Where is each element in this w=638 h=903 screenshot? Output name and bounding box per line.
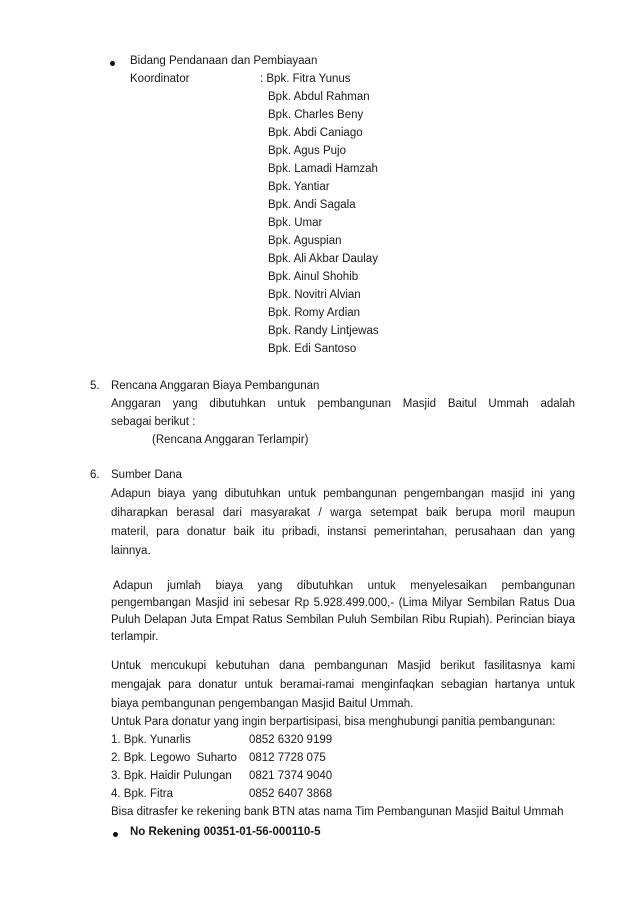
paragraph-line: mengajak para donatur untuk beramai-ramai menginfaqkan sebagian hartanya untuk	[111, 679, 575, 691]
paragraph-line: sebagai berikut :	[111, 416, 196, 428]
paragraph-line: Adapun biaya yang dibutuhkan untuk pembangunan pengembangan masjid ini yang	[111, 488, 575, 500]
paragraph-line: Adapun jumlah biaya yang dibutuhkan untuk menyelesaikan pembangunan	[113, 580, 575, 592]
member-name: Bpk. Agus Pujo	[268, 145, 346, 157]
member-name: Bpk. Ali Akbar Daulay	[268, 253, 378, 265]
section-heading: Sumber Dana	[111, 469, 182, 481]
paragraph-line: Untuk mencukupi kebutuhan dana pembangunan Masjid berikut fasilitasnya kami	[111, 660, 575, 672]
coordinator-name: : Bpk. Fitra Yunus	[260, 73, 351, 85]
section-heading: Rencana Anggaran Biaya Pembangunan	[111, 380, 320, 392]
account-number: No Rekening 00351-01-56-000110-5	[130, 826, 321, 838]
contact-name: 2. Bpk. Legowo Suharto	[111, 752, 237, 764]
contact-name: 3. Bpk. Haidir Pulungan	[111, 770, 232, 782]
member-name: Bpk. Lamadi Hamzah	[268, 163, 378, 175]
contact-phone: 0821 7374 9040	[249, 770, 333, 782]
bullet-icon	[113, 832, 118, 837]
paragraph-line: materil, para donatur baik itu pribadi, instansi pemerintahan, perusahaan dan yang	[111, 526, 575, 538]
member-name: Bpk. Aguspian	[268, 235, 342, 247]
section-number: 6.	[90, 469, 100, 481]
section-number: 5.	[90, 380, 100, 392]
paragraph-line: Puluh Delapan Juta Empat Ratus Sembilan Puluh Sembilan Ribu Rupiah). Perincian biaya	[111, 614, 575, 626]
member-name: Bpk. Abdi Caniago	[268, 127, 363, 139]
paragraph-line: diharapkan berasal dari masyarakat / warga setempat baik berupa moril maupun	[111, 507, 575, 519]
contact-name: 4. Bpk. Fitra	[111, 788, 173, 800]
paragraph-line: biaya pembangunan pengembangan Masjid Baitul Ummah.	[111, 698, 414, 710]
member-name: Bpk. Edi Santoso	[268, 343, 357, 355]
member-name: Bpk. Abdul Rahman	[268, 91, 370, 103]
contact-phone: 0852 6407 3868	[249, 788, 333, 800]
paragraph-line: terlampir.	[111, 631, 159, 643]
paragraph-line: lainnya.	[111, 545, 151, 557]
paragraph-line: pengembangan Masjid ini sebesar Rp 5.928.499.000,- (Lima Milyar Sembilan Ratus Dua	[111, 597, 575, 609]
member-name: Bpk. Novitri Alvian	[268, 289, 361, 301]
contact-name: 1. Bpk. Yunarlis	[111, 734, 191, 746]
section-title: Bidang Pendanaan dan Pembiayaan	[130, 55, 318, 67]
transfer-note: Bisa ditrasfer ke rekening bank BTN atas nama Tim Pembangunan Masjid Baitul Ummah	[111, 806, 564, 818]
member-name: Bpk. Ainul Shohib	[268, 271, 359, 283]
budget-note: (Rencana Anggaran Terlampir)	[152, 434, 309, 446]
contact-phone: 0852 6320 9199	[249, 734, 333, 746]
member-name: Bpk. Randy Lintjewas	[268, 325, 379, 337]
member-name: Bpk. Romy Ardian	[268, 307, 361, 319]
paragraph-line: Anggaran yang dibutuhkan untuk pembangunan Masjid Baitul Ummah adalah	[111, 398, 575, 410]
member-name: Bpk. Charles Beny	[268, 109, 364, 121]
member-name: Bpk. Andi Sagala	[268, 199, 356, 211]
contact-phone: 0812 7728 075	[249, 752, 326, 764]
member-name: Bpk. Yantiar	[268, 181, 330, 193]
coordinator-label: Koordinator	[130, 73, 190, 85]
contact-intro: Untuk Para donatur yang ingin berpartisipasi, bisa menghubungi panitia pembangunan:	[111, 716, 556, 728]
bullet-icon	[110, 61, 115, 66]
member-name: Bpk. Umar	[268, 217, 323, 229]
